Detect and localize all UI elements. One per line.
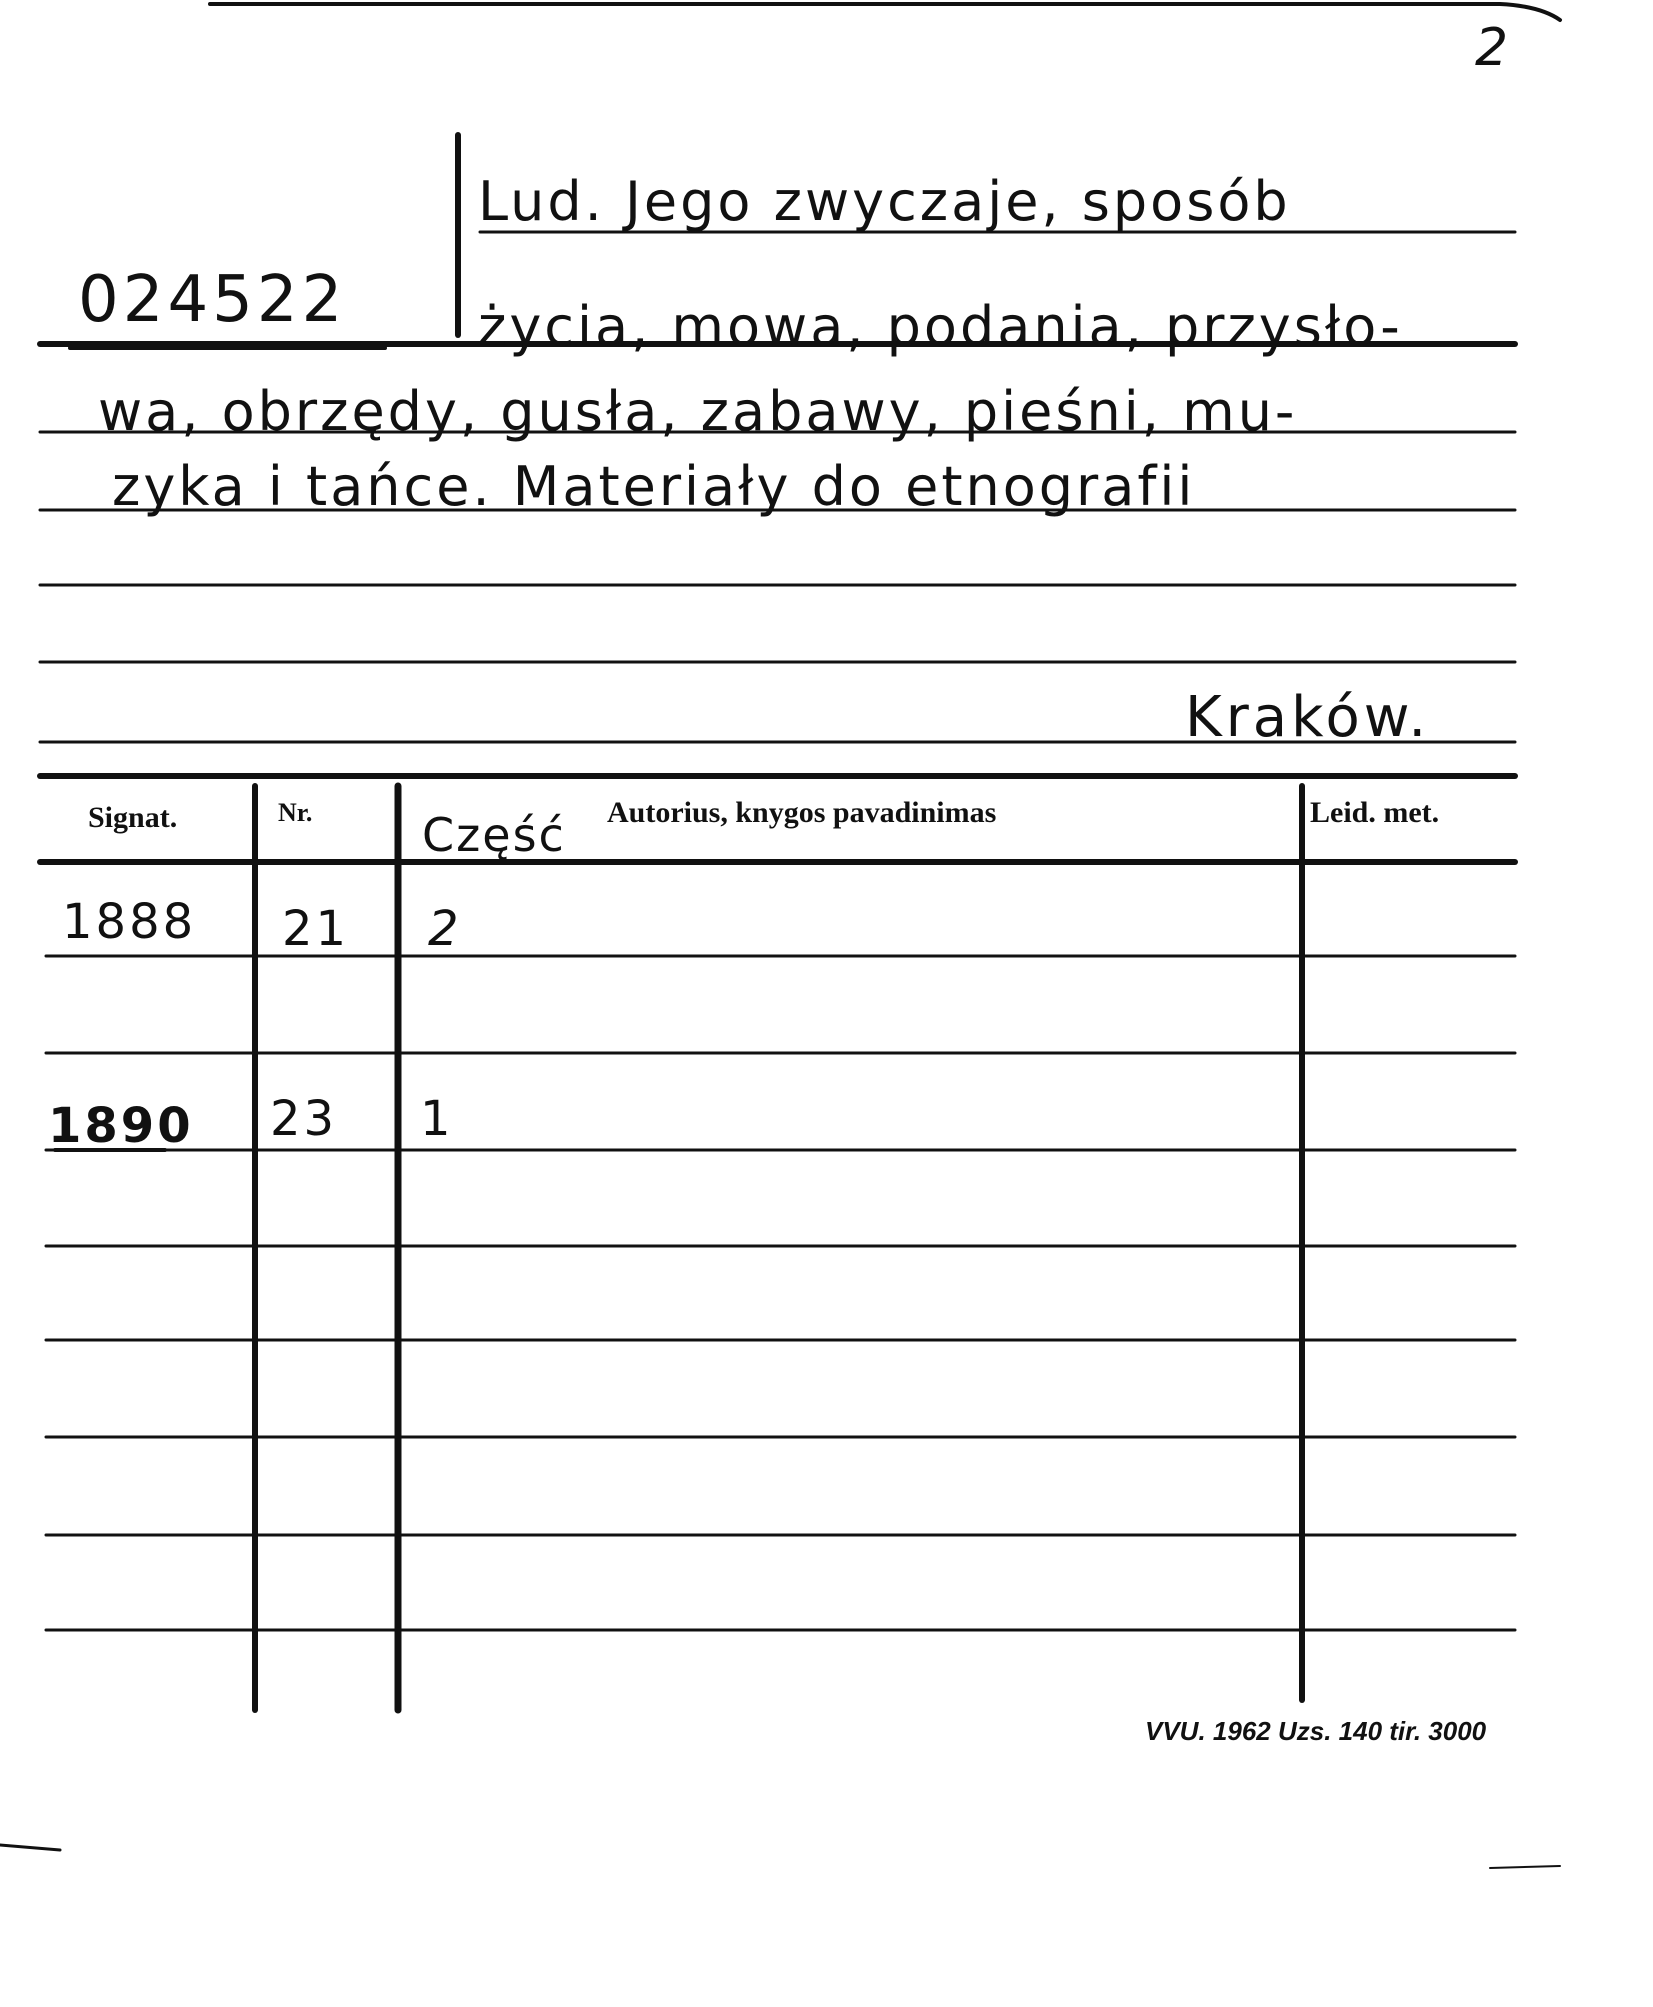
publication-place: Kraków.: [1185, 685, 1431, 750]
header-leid-met: Leid. met.: [1310, 796, 1440, 829]
title-line: zyka i tańce. Materiały do etnografii: [112, 455, 1196, 518]
header-czesc: Część: [422, 808, 566, 862]
page-number: 2: [1475, 18, 1511, 78]
header-signat: Signat.: [88, 801, 178, 834]
title-line: Lud. Jego zwyczaje, sposób: [478, 170, 1291, 233]
inventory-number: 024522: [78, 263, 347, 337]
title-line: życia, mowa, podania, przysło-: [478, 295, 1403, 358]
edge-mark: [0, 1845, 60, 1850]
edge-mark: [1490, 1866, 1560, 1868]
title-line: wa, obrzędy, gusła, zabawy, pieśni, mu-: [98, 380, 1298, 443]
printer-imprint: VVU. 1962 Uzs. 140 tir. 3000: [1145, 1716, 1487, 1746]
cell-signat: 1890: [48, 1098, 194, 1154]
top-edge-line: [210, 4, 1560, 20]
cell-czesc: 1: [420, 1091, 454, 1147]
cell-nr: 21: [282, 901, 350, 957]
cell-nr: 23: [270, 1091, 338, 1147]
header-autorius: Autorius, knygos pavadinimas: [607, 796, 997, 829]
header-nr: Nr.: [278, 798, 313, 827]
cell-czesc: 2: [428, 901, 462, 957]
cell-signat: 1888: [62, 894, 197, 950]
